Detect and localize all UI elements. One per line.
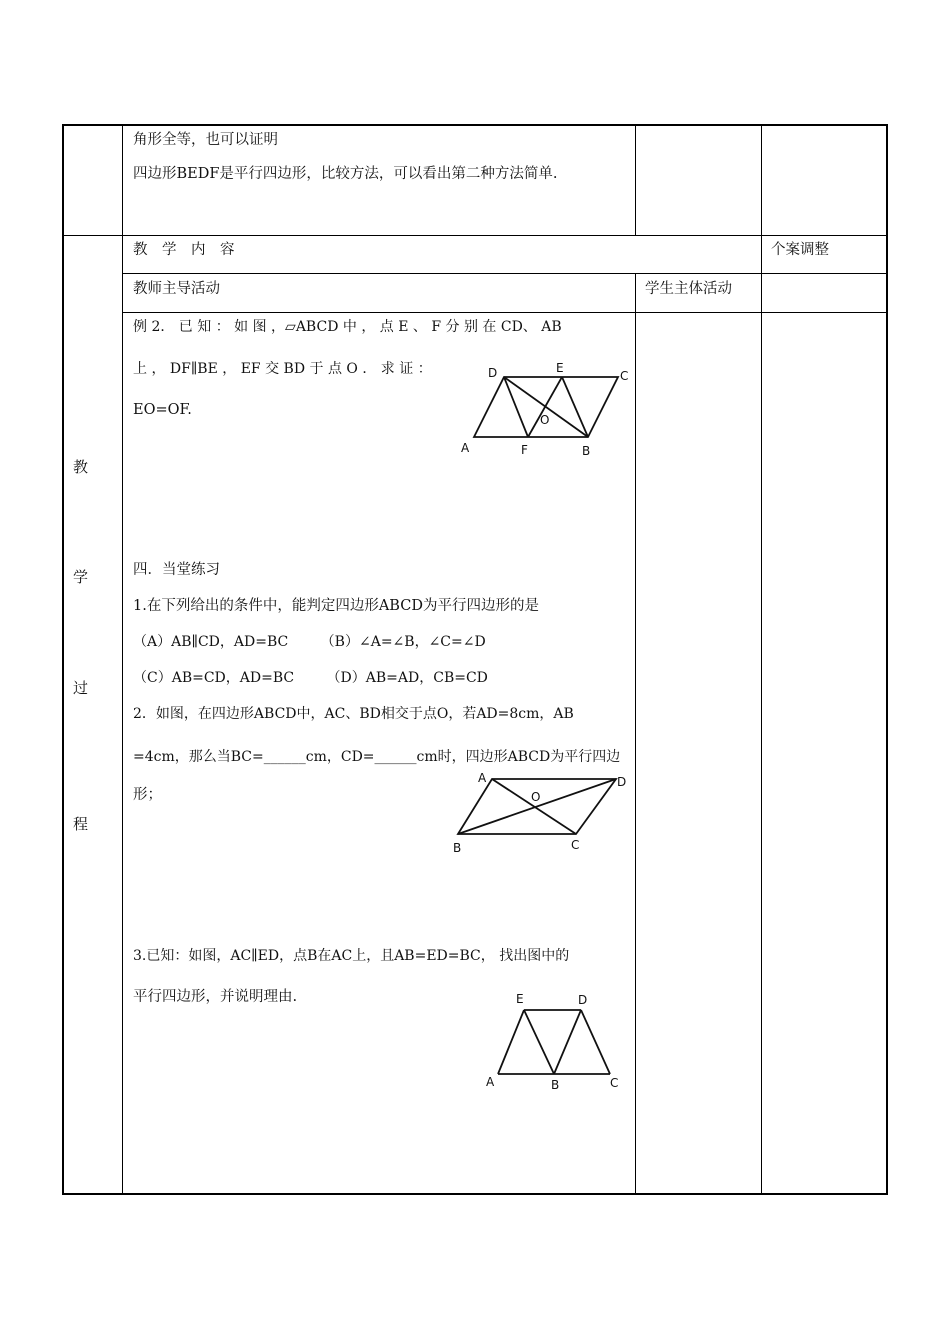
label-o: O (531, 790, 541, 804)
question1-options-row1: （A）AB∥CD，AD=BC （B）∠A=∠B，∠C=∠D (133, 634, 486, 650)
segment-ae (498, 1010, 524, 1074)
example2-line-2: 上 ， DF∥BE ， EF 交 BD 于 点 O ． 求 证 ： (133, 361, 432, 377)
label-e: E (516, 992, 524, 1006)
question2-line-2: =4cm，那么当BC=______cm，CD=______cm时，四边形ABCD为平行四边 (133, 749, 621, 765)
label-o: O (540, 413, 550, 427)
label-b: B (453, 841, 462, 855)
table-border-bottom (62, 1193, 888, 1195)
label-d: D (488, 366, 498, 380)
header-teacher-activity: 教师主导活动 (133, 281, 220, 297)
table-col-divider-2a (635, 124, 636, 235)
question1-options-row2: （C）AB=CD，AD=BC （D）AB=AD，CB=CD (133, 670, 488, 686)
example2-figure (458, 358, 638, 458)
label-a: A (478, 771, 487, 785)
segment-eb (524, 1010, 554, 1074)
side-label-char-3: 过 (73, 679, 89, 697)
question3-line-1: 3.已知：如图，AC∥ED，点B在AC上，且AB=ED=BC， 找出图中的 (133, 948, 570, 964)
question3-line-2: 平行四边形，并说明理由. (133, 989, 298, 1005)
side-label-char-2: 学 (73, 568, 89, 586)
label-b: B (551, 1078, 560, 1092)
label-c: C (620, 369, 629, 383)
section4-title: 四．当堂练习 (133, 562, 220, 578)
label-d: D (617, 775, 627, 789)
label-e: E (556, 361, 564, 375)
top-text-line-1: 角形全等，也可以证明 (133, 132, 278, 148)
label-c: C (571, 838, 580, 852)
header-student-activity: 学生主体活动 (645, 281, 732, 297)
example2-line-3: EO=OF. (133, 402, 192, 418)
header-teaching-content: 教 学 内 容 (133, 242, 235, 258)
table-row-divider-3 (122, 312, 888, 313)
segment-bd (554, 1010, 581, 1074)
table-row-divider-2 (122, 273, 888, 274)
example2-line-1: 例 2． 已 知 ： 如 图 ，▱ABCD 中 ， 点 E 、 F 分 别 在 CD、 AB (133, 319, 562, 335)
question2-line-3: 形； (133, 787, 162, 803)
table-border-right (886, 124, 888, 1195)
table-row-divider-1 (62, 235, 888, 236)
question2-line-1: 2．如图，在四边形ABCD中，AC、BD相交于点O，若AD=8cm，AB (133, 706, 574, 722)
table-border-top (62, 124, 888, 126)
table-col-divider-3 (761, 124, 762, 1195)
table-col-divider-1 (122, 124, 123, 1195)
label-a: A (461, 441, 470, 455)
side-label-char-1: 教 (73, 458, 89, 476)
diagonal-bd (458, 779, 616, 834)
label-f: F (521, 443, 528, 457)
side-label-char-4: 程 (73, 815, 89, 833)
diagonal-ac (492, 779, 576, 834)
header-case-adjust: 个案调整 (771, 242, 829, 258)
label-b: B (582, 444, 591, 458)
label-d: D (578, 993, 588, 1007)
top-text-line-2: 四边形BEDF是平行四边形，比较方法，可以看出第二种方法简单. (133, 166, 558, 182)
question2-figure (450, 770, 640, 860)
label-c: C (610, 1076, 619, 1090)
segment-dc (581, 1010, 610, 1074)
table-border-left (62, 124, 64, 1195)
question3-figure (480, 990, 630, 1090)
label-a: A (486, 1075, 495, 1089)
question1: 1.在下列给出的条件中，能判定四边形ABCD为平行四边形的是 (133, 598, 539, 614)
